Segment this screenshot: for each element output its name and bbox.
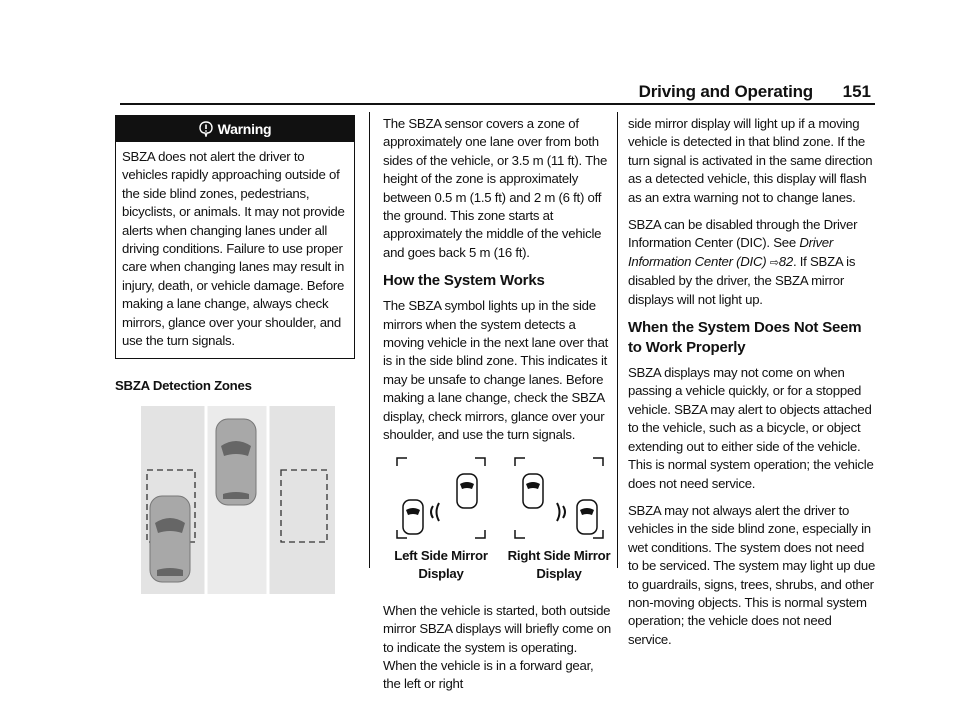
right-mirror-display [507, 454, 611, 584]
page-number: 151 [842, 82, 871, 101]
right-caption-2: Display [536, 566, 582, 582]
zone-description: The SBZA sensor covers a zone of approximately one lane over from both sides of the vehicle, or 3.5 m (11 ft). The height of the zone is approximately between 0.5 m (1.5 ft) and 2 m (6 ft) off the ground. This zone starts at approximately the middle of the vehicle and goes back 5 m (16 ft). [383, 116, 608, 260]
disable-text-a: SBZA can be disabled through the Driver Information Center (DIC). See [628, 217, 858, 251]
column-divider-1 [369, 112, 370, 568]
mirror-displays-figure [389, 454, 611, 584]
warning-header [116, 116, 354, 142]
left-mirror-display [389, 454, 493, 584]
warning-icon [199, 121, 213, 137]
left-caption-1: Left Side Mirror [394, 547, 488, 563]
section-title: Driving and Operating [638, 82, 813, 101]
dic-reference-link[interactable]: Driver Information Center (DIC) [628, 235, 834, 269]
disable-text-b: . If SBZA is disabled by the driver, the SBZA mirror displays will not light up. [628, 253, 856, 307]
column-3 [628, 115, 876, 658]
left-caption-2: Display [418, 566, 464, 582]
right-caption-1: Right Side Mirror [507, 547, 611, 563]
warning-box [115, 115, 355, 359]
detection-zones-label: SBZA Detection Zones [115, 378, 252, 394]
column-1 [115, 115, 355, 596]
not-working-text-2: SBZA may not always alert the driver to vehicles in the side blind zone, especially in wet conditions. The system does not need to be serviced. The system may light up due to guardrails, signs, trees, shrubs, and other non-moving objects. This is normal system operation; the vehicle does not need service. [628, 502, 876, 647]
column-divider-2 [617, 112, 618, 568]
heading-not-working: When the System Does Not Seem to Work Properly [628, 319, 862, 357]
page-ref-icon: ⇨ [769, 256, 779, 269]
car-icon [150, 496, 190, 582]
page-header [120, 82, 875, 104]
car-icon [216, 419, 256, 505]
dic-page-ref[interactable]: 82 [778, 253, 793, 269]
startup-text: When the vehicle is started, both outside mirror SBZA displays will briefly come on to indicate the system is operating. When the vehicle is in a forward gear, the left or right [383, 602, 611, 692]
heading-how-system-works: How the System Works [383, 272, 545, 290]
how-it-works-text: The SBZA symbol lights up in the side mirrors when the system detects a moving vehicle in the next lane over that is in the side blind zone. This indicates it may be unsafe to change lanes. Before making a lane change, check the SBZA display, check mirrors, glance over your shoulder, and use the turn signals. [383, 298, 609, 443]
not-working-text-1: SBZA displays may not come on when passing a vehicle quickly, or for a stopped vehicle. SBZA may alert to objects attached to the vehicle, such as a bicycle, or object extending out to either side of the vehicle. This is normal system operation; the vehicle does not need service. [628, 365, 874, 491]
display-behavior-text: side mirror display will light up if a moving vehicle is detected in that blind zone. If the turn signal is activated in the same direction as a detected vehicle, this display will flash as an extra warning not to change lanes. [628, 116, 873, 205]
detection-zones-diagram [115, 406, 355, 596]
left-mirror-icon [389, 454, 493, 542]
header-rule [120, 103, 875, 105]
disable-text [628, 216, 876, 309]
warning-title: Warning [217, 120, 272, 137]
column-2 [383, 115, 611, 703]
right-mirror-icon [507, 454, 611, 542]
warning-text: SBZA does not alert the driver to vehicles rapidly approaching outside of the side blind zones, pedestrians, bicyclists, or animals. It may not provide alerts when changing lanes under all driving conditions. Failure to use proper care when changing lanes may result in injury, death, or vehicle damage. Before making a lane change, always check mirrors, glance over your shoulder, and use the turn signals. [122, 149, 345, 349]
